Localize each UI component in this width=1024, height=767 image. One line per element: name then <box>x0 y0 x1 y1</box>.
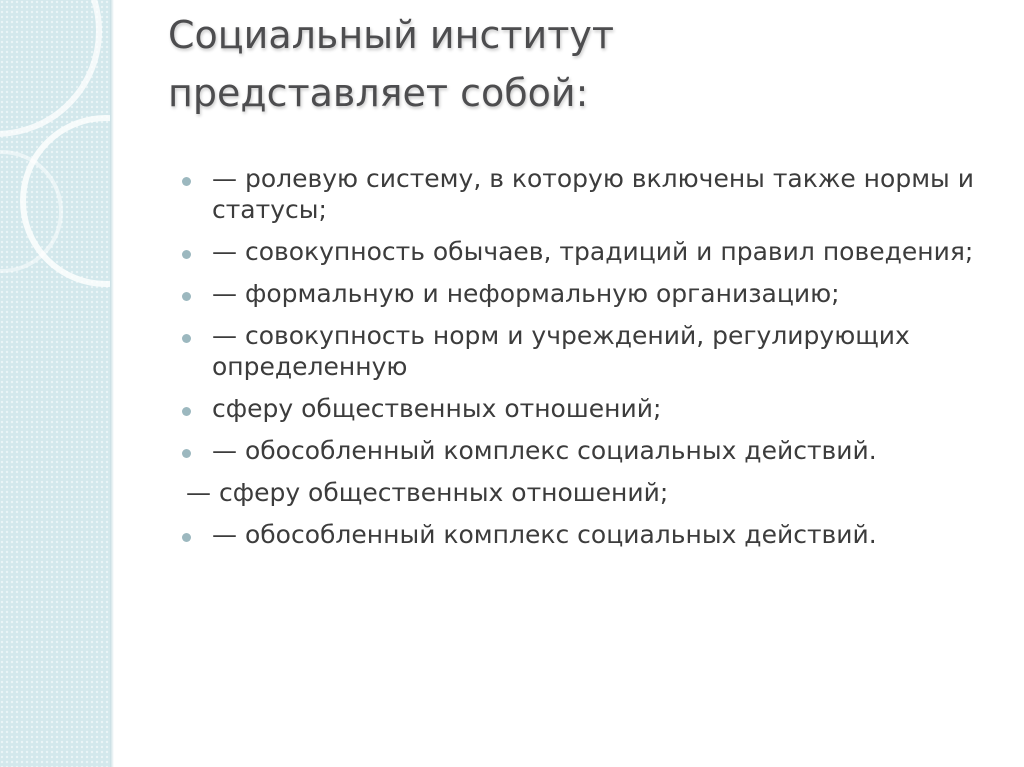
bullet-item <box>182 435 1002 466</box>
bullet-text: — обособленный комплекс социальных действий. <box>212 520 877 549</box>
bullet-item <box>182 163 1002 225</box>
slide-title-line-2: представляет собой: <box>168 71 589 115</box>
bullet-item <box>182 236 1002 267</box>
bullet-item <box>182 320 1002 382</box>
bullet-dot-icon <box>182 334 191 343</box>
side-band-edge <box>110 0 114 767</box>
bullet-text: — совокупность обычаев, традиций и правил поведения; <box>212 237 974 266</box>
bullet-text: — обособленный комплекс социальных действий. <box>212 436 877 465</box>
list-line <box>182 477 1002 508</box>
bullet-list <box>182 163 1002 561</box>
decorative-side-band <box>0 0 110 767</box>
bullet-dot-icon <box>182 407 191 416</box>
bullet-dot-icon <box>182 449 191 458</box>
bullet-item <box>182 393 1002 424</box>
bullet-dot-icon <box>182 250 191 259</box>
bullet-item <box>182 519 1002 550</box>
bullet-text: — совокупность норм и учреждений, регулирующих определенную <box>212 321 910 381</box>
bullet-dot-icon <box>182 292 191 301</box>
bullet-text: — ролевую систему, в которую включены также нормы и статусы; <box>212 164 974 224</box>
bullet-text: — сферу общественных отношений; <box>186 478 669 507</box>
bullet-dot-icon <box>182 177 191 186</box>
bullet-text: — формальную и неформальную организацию; <box>212 279 840 308</box>
bullet-dot-icon <box>182 533 191 542</box>
slide-title <box>168 6 988 122</box>
slide-title-line-1: Социальный институт <box>168 13 614 57</box>
bullet-text: сферу общественных отношений; <box>212 394 662 423</box>
bullet-item <box>182 278 1002 309</box>
